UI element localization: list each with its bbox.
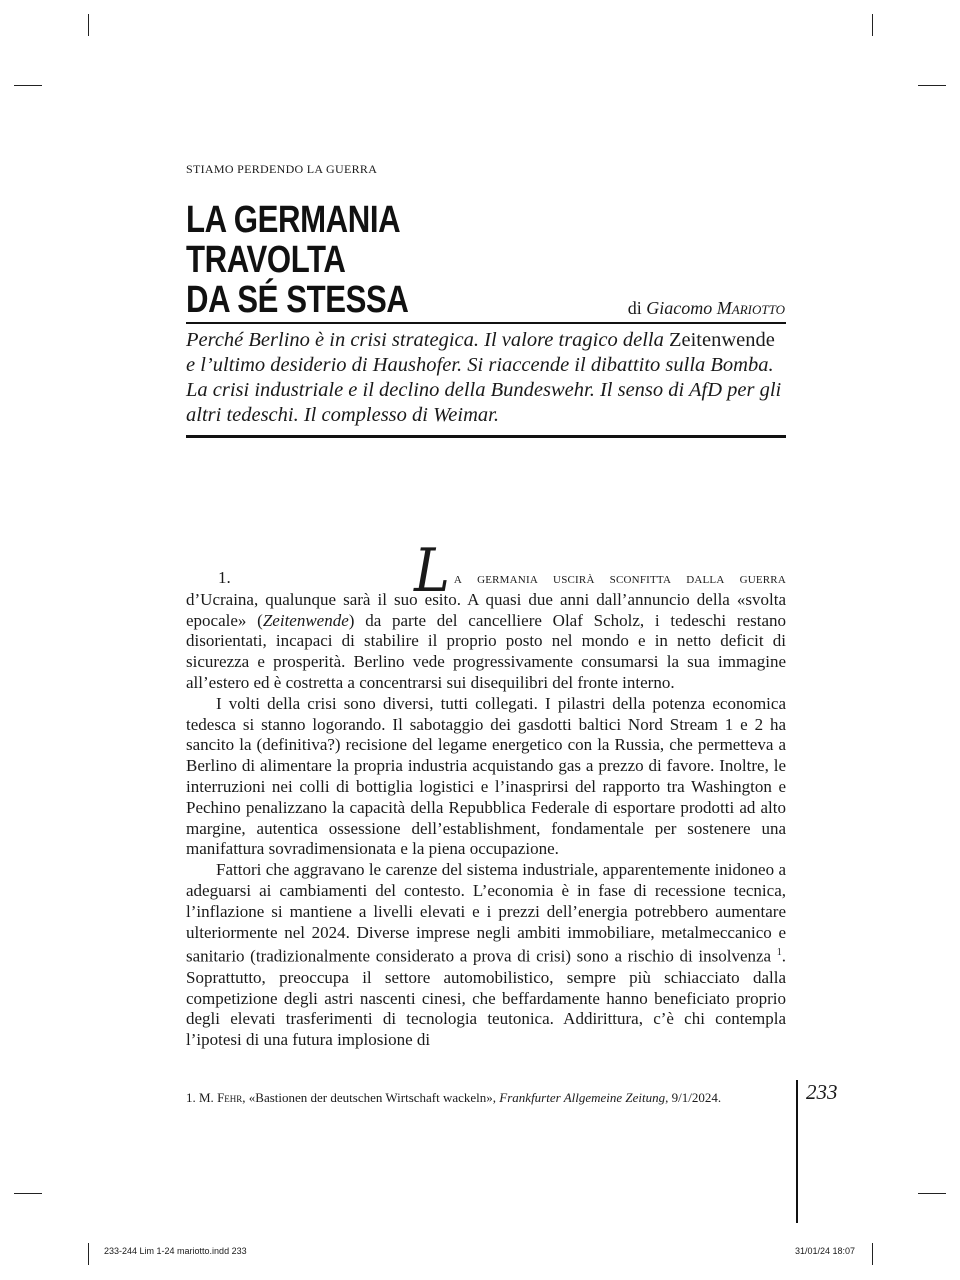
slug-timestamp: 31/01/24 18:07 xyxy=(795,1246,856,1256)
paragraph: 1. L a germania uscirà sconfitta dalla guerra d’Ucraina, qualunque sarà il suo esito. A quasi due anni dall’annuncio della «svolta epocale» (Zeitenwende) da parte del cancelliere Olaf Scholz, i tedeschi restano disorientati, incapaci di stabilire il proprio posto nel mondo e in netto deficit di sicurezza e prosperità. Berlino vede progressivamente consumarsi la sua immagine all’estero ed è costretta a concentrarsi sui disequilibri del fronte interno. xyxy=(186,536,786,692)
title-line: LA GERMANIA xyxy=(186,199,401,241)
article-title xyxy=(186,200,408,320)
crop-mark xyxy=(14,85,42,86)
page-number: 233 xyxy=(806,1080,838,1104)
section-number: 1. xyxy=(218,568,231,587)
summary-rule xyxy=(186,435,786,438)
summary-term: Zeitenwende xyxy=(668,329,775,351)
section-kicker: STIAMO PERDENDO LA GUERRA xyxy=(186,162,378,176)
author-name: Giacomo xyxy=(646,298,713,318)
title-line: DA SÉ STESSA xyxy=(186,279,409,321)
crop-mark xyxy=(872,14,873,36)
footnote-ref: 1 xyxy=(776,947,782,959)
crop-mark xyxy=(88,14,89,36)
paragraph: I volti della crisi sono diversi, tutti collegati. I pilastri della potenza economica tedesca si stanno logorando. Il sabotaggio dei gasdotti baltici Nord Stream 1 e 2 ha sancito la (definitiva?) recisione del legame energetico con la Russia, che permetteva a Berlino di alimentare la propria industria acquistando gas a prezzo di favore. Inoltre, le interruzioni nei colli di bottiglia logistici e l’inasprirsi del rapporto tra Washington e Pechino penalizzano la capacità della Repubblica Federale di esportare prodotti ad alto margine, autentica ossessione dell’establishment, fondamentale per sostenere una manifattura sovradimensionata e la piena occupazione. xyxy=(186,693,786,859)
paragraph: Fattori che aggravano le carenze del sistema industriale, apparentemente inidoneo a adeguarsi ai cambiamenti del contesto. L’economia è in fase di recessione tecnica, l’inflazione si mantiene a livelli elevati e i prezzi dell’energia potrebbero aumentare ulteriormente nel 2024. Diverse imprese negli ambiti immobiliare, metalmeccanico e sanitario (tradizionalmente considerato a prova di crisi) sono a rischio di insolvenza $^1$. Soprattutto, preoccupa il settore automobilistico, sempre più schiacciato dalla competizione degli astri nascenti cinesi, che beffardamente hanno beneficiato proprio degli elevati trasferimenti di tecnologia teutonica. Addirittura, c’è chi contempla l’ipotesi di una futura implosione di xyxy=(186,860,786,1050)
crop-mark xyxy=(918,85,946,86)
author-surname: Mariotto xyxy=(716,298,785,318)
title-rule xyxy=(186,322,786,324)
slug-filename: 233-244 Lim 1-24 mariotto.indd 233 xyxy=(104,1246,247,1256)
title-line: TRAVOLTA xyxy=(186,239,346,281)
crop-mark xyxy=(872,1243,873,1265)
crop-mark xyxy=(88,1243,89,1265)
footnote: 1. M. Fehr, «Bastionen der deutschen Wirtschaft wackeln», Frankfurter Allgemeine Zeitung, 9/1/2024. xyxy=(186,1090,722,1105)
article-body xyxy=(186,536,786,1051)
article-summary: Perché Berlino è in crisi strategica. Il valore tragico della Zeitenwende e l’ultimo desiderio di Haushofer. Si riaccende il dibattito sulla Bomba. La crisi industriale e il declino della Bundeswehr. Il senso di AfD per gli altri tedeschi. Il complesso di Weimar. xyxy=(186,329,782,426)
opening-smallcaps: a germania uscirà sconfitta dalla guerra xyxy=(453,571,786,587)
folio-rule xyxy=(796,1080,798,1223)
byline-prefix: di xyxy=(627,298,642,318)
byline xyxy=(628,298,785,319)
crop-mark xyxy=(14,1193,42,1194)
crop-mark xyxy=(918,1193,946,1194)
